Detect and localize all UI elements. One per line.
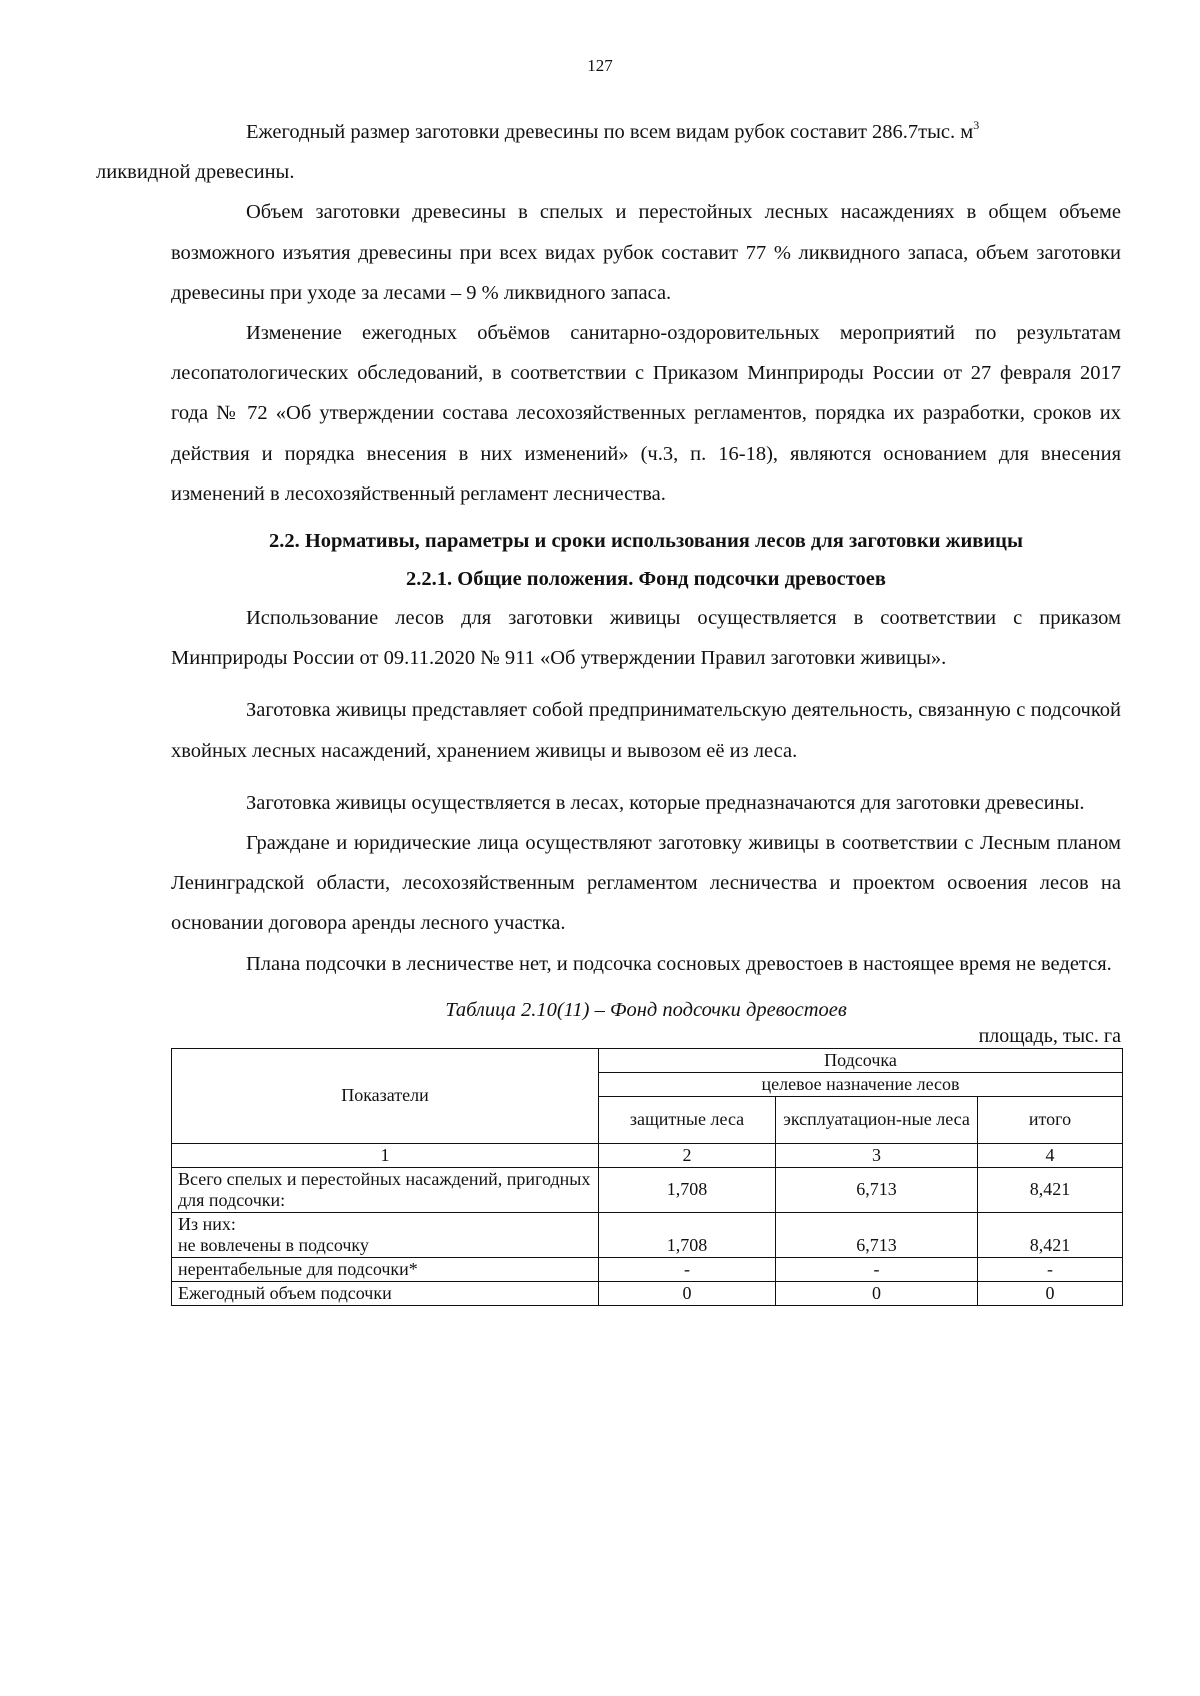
col-number: 1 bbox=[172, 1143, 599, 1167]
cell-value: - bbox=[978, 1257, 1123, 1281]
cell-value: 1,708 bbox=[599, 1167, 776, 1212]
col-number: 3 bbox=[776, 1143, 978, 1167]
paragraph: Использование лесов для заготовки живицы осуществляется в соответствии с приказом Минприроды России от 09.11.2020 № 911 «Об утверждении Правил заготовки живицы». bbox=[171, 607, 1121, 670]
header-exploitation: эксплуатацион-ные леса bbox=[776, 1096, 978, 1143]
col-number: 2 bbox=[599, 1143, 776, 1167]
cell-value: - bbox=[776, 1257, 978, 1281]
row-label: Из них: не вовлечены в подсочку bbox=[172, 1212, 599, 1257]
paragraph: Плана подсочки в лесничестве нет, и подсочка сосновых древостоев в настоящее время не ведется. bbox=[246, 952, 1112, 975]
paragraph: Изменение ежегодных объёмов санитарно-оздоровительных мероприятий по результатам лесопатологических обследований, в соответствии с Приказом Минприроды России от 27 февраля 2017 года № 72 «Об утверждении состава лесохозяйственных регламентов, порядка их разработки, сроков их действия и порядка внесения в них изменений» (ч.3, п. 16-18), являются основанием для внесения изменений в лесохозяйственный регламент лесничества. bbox=[171, 322, 1121, 505]
paragraph: Ежегодный размер заготовки древесины по всем видам рубок составит 286.7тыс. $м^3$ ликвидной древесины. bbox=[96, 118, 980, 184]
col-number: 4 bbox=[978, 1143, 1123, 1167]
section-title: 2.2. Нормативы, параметры и сроки использования лесов для заготовки живицы bbox=[268, 530, 1023, 553]
cell-value: 1,708 bbox=[599, 1212, 776, 1257]
table-row bbox=[172, 1167, 1123, 1212]
paragraph: Заготовка живицы осуществляется в лесах, которые предназначаются для заготовки древесины. bbox=[246, 791, 1085, 814]
page-number: 127 bbox=[587, 56, 613, 75]
table-row bbox=[172, 1143, 1123, 1167]
subsection-title: 2.2.1. Общие положения. Фонд подсочки древостоев bbox=[406, 568, 886, 591]
cell-value: 8,421 bbox=[978, 1212, 1123, 1257]
table-row bbox=[172, 1281, 1123, 1305]
paragraph: Граждане и юридические лица осуществляют заготовку живицы в соответствии с Лесным планом Ленинградской области, лесохозяйственным регламентом лесничества и проектом освоения лесов на основании договора аренды лесного участка. bbox=[171, 832, 1121, 935]
cell-value: 0 bbox=[978, 1281, 1123, 1305]
paragraph: Заготовка живицы представляет собой предпринимательскую деятельность, связанную с подсочкой хвойных лесных насаждений, хранением живицы и вывозом её из леса. bbox=[171, 699, 1121, 762]
header-group: Подсочка bbox=[599, 1048, 1123, 1072]
cell-value: 0 bbox=[599, 1281, 776, 1305]
table-caption: Таблица 2.10(11) – Фонд подсочки древостоев bbox=[445, 998, 847, 1021]
cell-value: 8,421 bbox=[978, 1167, 1123, 1212]
header-total: итого bbox=[978, 1096, 1123, 1143]
header-indicators: Показатели bbox=[172, 1048, 599, 1143]
row-label: Всего спелых и перестойных насаждений, пригодных для подсочки: bbox=[172, 1167, 599, 1212]
row-label: нерентабельные для подсочки* bbox=[172, 1257, 599, 1281]
cell-value: - bbox=[599, 1257, 776, 1281]
table-row bbox=[172, 1257, 1123, 1281]
paragraph: Объем заготовки древесины в спелых и перестойных лесных насаждениях в общем объеме возможного изъятия древесины при всех видах рубок составит 77 % ликвидного запаса, объем заготовки древесины при уходе за лесами – 9 % ликвидного запаса. bbox=[171, 201, 1121, 304]
header-subgroup: целевое назначение лесов bbox=[599, 1072, 1123, 1096]
header-protective: защитные леса bbox=[599, 1096, 776, 1143]
cell-value: 6,713 bbox=[776, 1212, 978, 1257]
table-units: площадь, тыс. га bbox=[978, 1024, 1121, 1047]
data-table bbox=[171, 1048, 1123, 1306]
table-row bbox=[172, 1212, 1123, 1257]
row-label: Ежегодный объем подсочки bbox=[172, 1281, 599, 1305]
superscript: 3 bbox=[973, 118, 980, 132]
cell-value: 6,713 bbox=[776, 1167, 978, 1212]
document-body bbox=[96, 112, 1121, 1306]
cell-value: 0 bbox=[776, 1281, 978, 1305]
